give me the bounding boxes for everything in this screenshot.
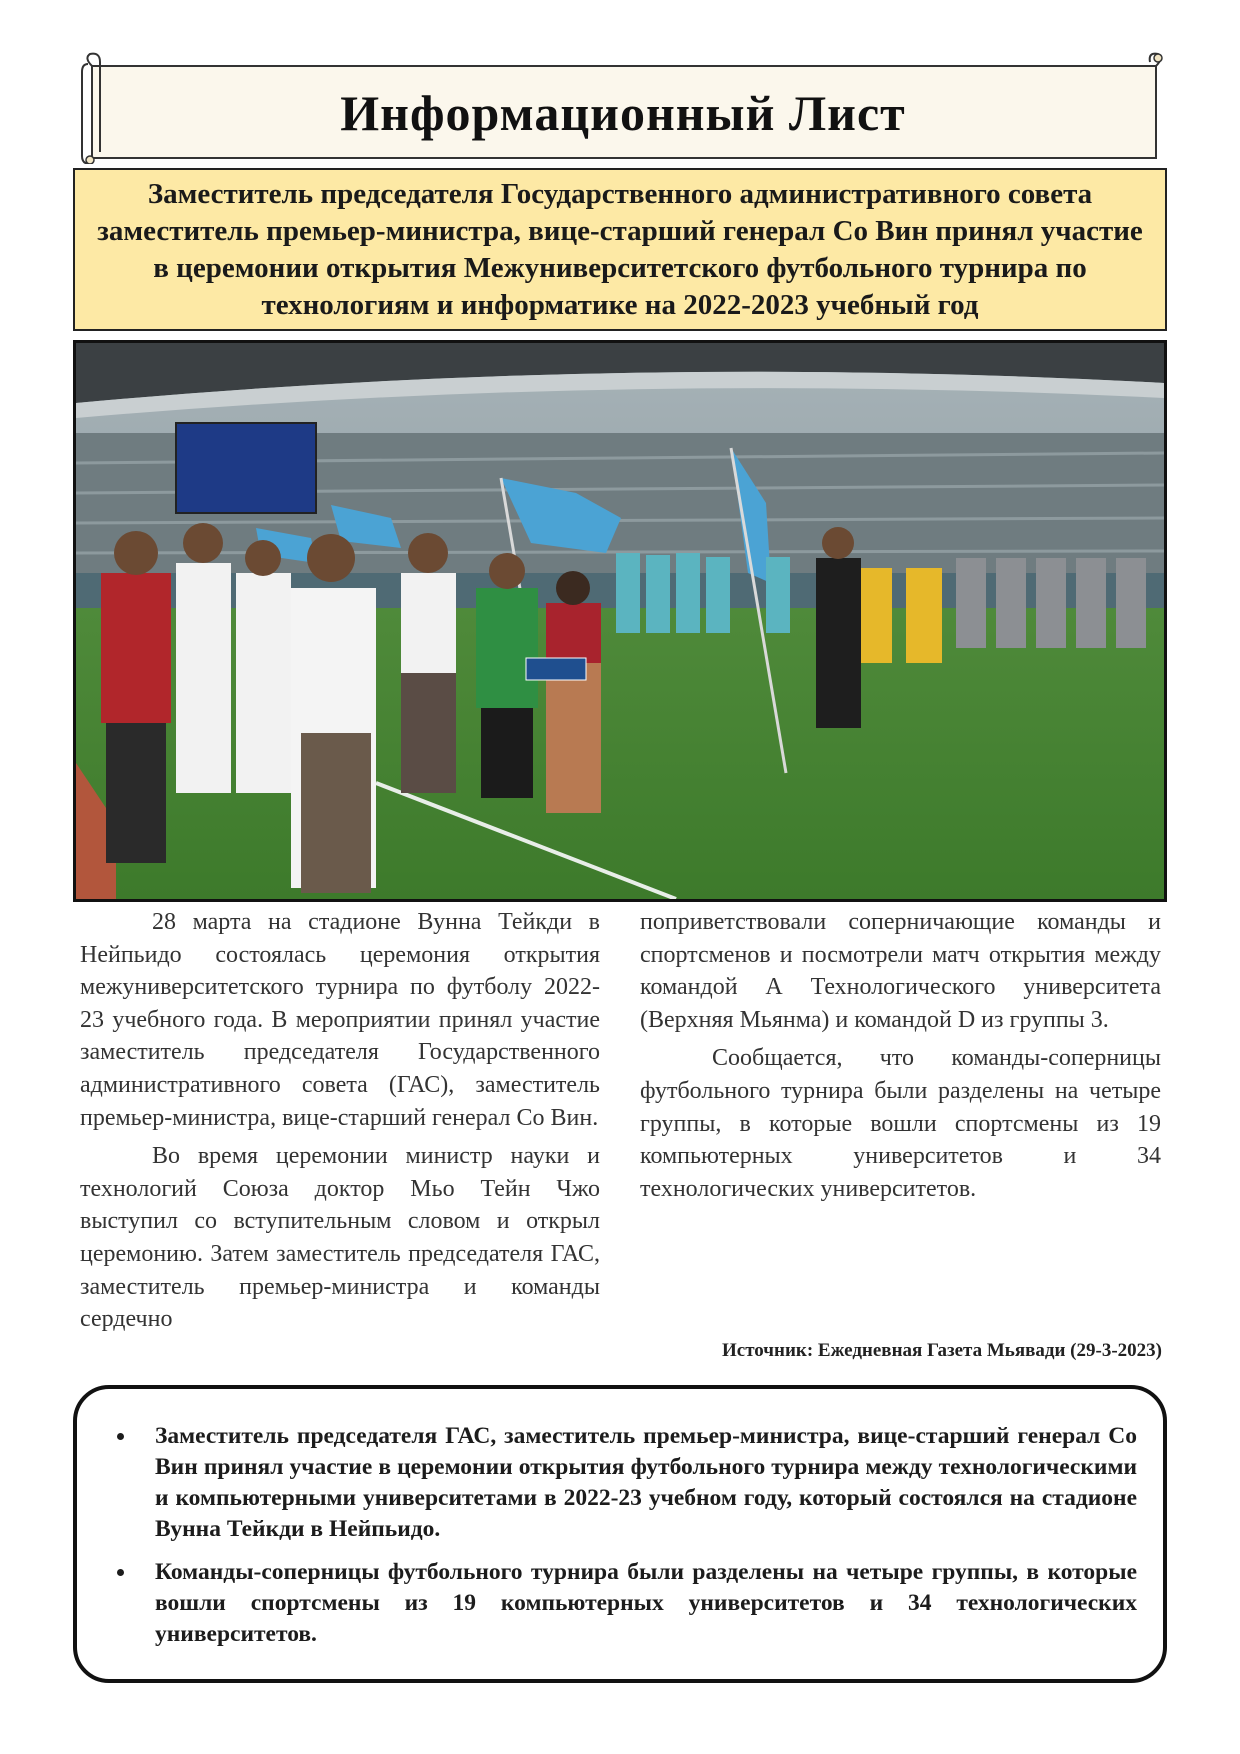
article-paragraph: поприветствовали соперничающие команды и спортсменов и посмотрели матч открытия между командой А Технологического университета (Верхняя Мьянма) и командой D из группы 3.	[640, 909, 1161, 1033]
article-paragraph: 28 марта на стадионе Вунна Тейкди в Нейпьидо состоялась церемония открытия межуниверситетского турнира по футболу 2022-23 учебного года. В мероприятии принял участие заместитель председателя Государственного административного совета (ГАС), заместитель премьер-министра, вице-старший генерал Со Вин.	[80, 909, 600, 1131]
article-paragraph: Сообщается, что команды-соперницы футбольного турнира были разделены на четыре группы, в которые вошли спортсмены из 19 компьютерных университетов и 34 технологических университетов.	[640, 1045, 1161, 1202]
title-scroll-banner	[78, 52, 1168, 164]
article-paragraph: Во время церемонии министр науки и технологий Союза доктор Мьо Тейн Чжо выступил со вступительным словом и открыл церемонию. Затем заместитель председателя ГАС, заместитель премьер-министра и команды сердечно	[80, 1143, 600, 1333]
summary-box	[73, 1385, 1167, 1683]
summary-item: • Заместитель председателя ГАС, заместитель премьер-министра, вице-старший генерал Со Вин принял участие в церемонии открытия футбольного турнира между технологическими и компьютерными университетами в 2022-23 учебном году, который состоялся на стадионе Вунна Тейкди в Нейпьидо.	[137, 1421, 1137, 1545]
article-source: Источник: Ежедневная Газета Мьявади (29-3-2023)	[722, 1340, 1162, 1361]
headline-box: Заместитель председателя Государственного административного совета заместитель премьер-министра, вице-старший генерал Со Вин принял участие в церемонии открытия Межуниверситетского футбольного турнира по технологиям и информатике на 2022-2023 учебный год	[73, 168, 1167, 331]
summary-list	[107, 1421, 1137, 1650]
article-photo	[73, 340, 1167, 902]
article-column-right	[640, 906, 1161, 1211]
article-column-left	[80, 906, 600, 1342]
summary-item: • Команды-соперницы футбольного турнира были разделены на четыре группы, в которые вошли спортсмены из 19 компьютерных университетов и 34 технологических университетов.	[137, 1557, 1137, 1650]
page-title: Информационный Лист	[340, 85, 906, 141]
